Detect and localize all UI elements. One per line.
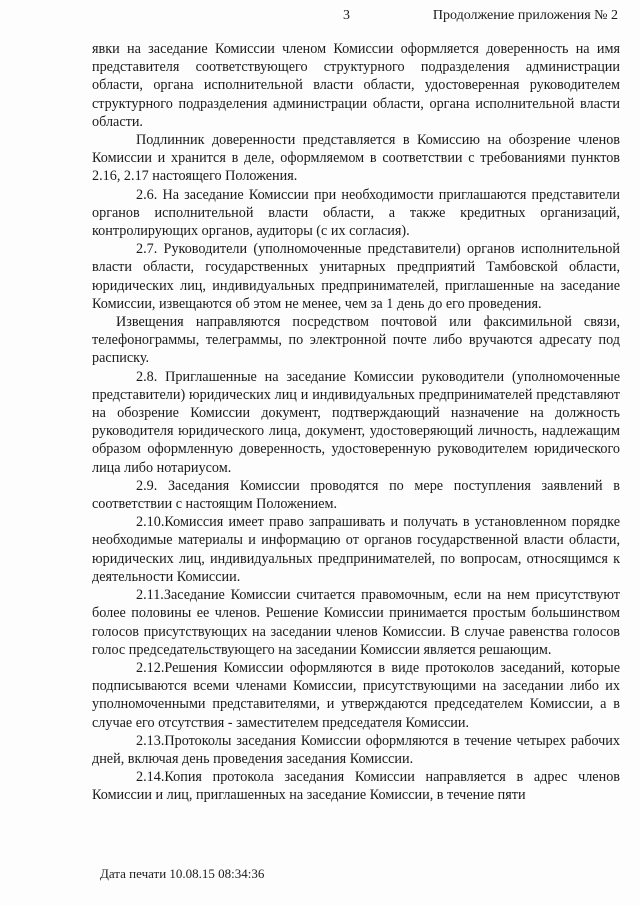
paragraph-2-6: 2.6. На заседание Комиссии при необходимости приглашаются представители органов исполнительной власти области, а также кредитных организаций, контролирующих органов, аудиторы (с их согласия). bbox=[92, 186, 620, 240]
paragraph-2-8: 2.8. Приглашенные на заседание Комиссии руководители (уполномоченные представители) юридических лиц и индивидуальных предпринимателей представляют на обозрение Комиссии документ, подтверждающий назначение на должность руководителя юридического лица, документ, удостоверяющий личность, надлежащим образом оформленную доверенность, удостоверенную руководителем юридического лица либо нотариусом. bbox=[92, 368, 620, 476]
paragraph-2-12: 2.12.Решения Комиссии оформляются в виде протоколов заседаний, которые подписываются всеми членами Комиссии, присутствующими на заседании либо их уполномоченными представителями, и утверждаются председателем Комиссии, а в случае его отсутствия - заместителем председателя Комиссии. bbox=[92, 659, 620, 731]
appendix-continuation-label: Продолжение приложения № 2 bbox=[432, 8, 618, 23]
paragraph: явки на заседание Комиссии членом Комиссии оформляется доверенность на имя представителя соответствующего структурного подразделения администрации области, органа исполнительной власти области, удостоверенная руководителем структурного подразделения администрации области, органа исполнительной власти области. bbox=[92, 41, 620, 130]
paragraph-2-11: 2.11.Заседание Комиссии считается правомочным, если на нем присутствуют более половины ее членов. Решение Комиссии принимается простым большинством голосов присутствующих на заседании членов Комиссии. В случае равенства голосов голос председательствующего на заседании Комиссии является решающим. bbox=[92, 587, 620, 658]
paragraph-2-10: 2.10.Комиссия имеет право запрашивать и получать в установленном порядке необходимые материалы и информацию от органов государственной власти области, юридических лиц, индивидуальных предпринимателей, по вопросам, относящимся к деятельности Комиссии. bbox=[92, 514, 620, 585]
print-date: Дата печати 10.08.15 08:34:36 bbox=[100, 866, 265, 881]
page-number: 3 bbox=[343, 8, 350, 23]
paragraph-2-14: 2.14.Копия протокола заседания Комиссии направляется в адрес членов Комиссии и лиц, приглашенных на заседание Комиссии, в течение пяти bbox=[92, 769, 620, 804]
paragraph-2-7: 2.7. Руководители (уполномоченные представители) органов исполнительной власти области, государственных унитарных предприятий Тамбовской области, юридических лиц, индивидуальных предпринимателей, приглашенные на заседание Комиссии, извещаются об этом не менее, чем за 1 день до его проведения. bbox=[92, 241, 620, 312]
paragraph: Извещения направляются посредством почтовой или факсимильной связи, телефонограммы, телеграммы, по электронной почте либо вручаются адресату под расписку. bbox=[92, 314, 620, 367]
document-body bbox=[92, 40, 620, 805]
paragraph: Подлинник доверенности представляется в Комиссию на обозрение членов Комиссии и хранится в деле, оформляемом в соответствии с требованиями пунктов 2.16, 2.17 настоящего Положения. bbox=[92, 132, 620, 185]
paragraph-2-13: 2.13.Протоколы заседания Комиссии оформляются в течение четырех рабочих дней, включая день проведения заседания Комиссии. bbox=[92, 732, 620, 767]
paragraph-2-9: 2.9. Заседания Комиссии проводятся по мере поступления заявлений в соответствии с настоящим Положением. bbox=[92, 477, 620, 513]
